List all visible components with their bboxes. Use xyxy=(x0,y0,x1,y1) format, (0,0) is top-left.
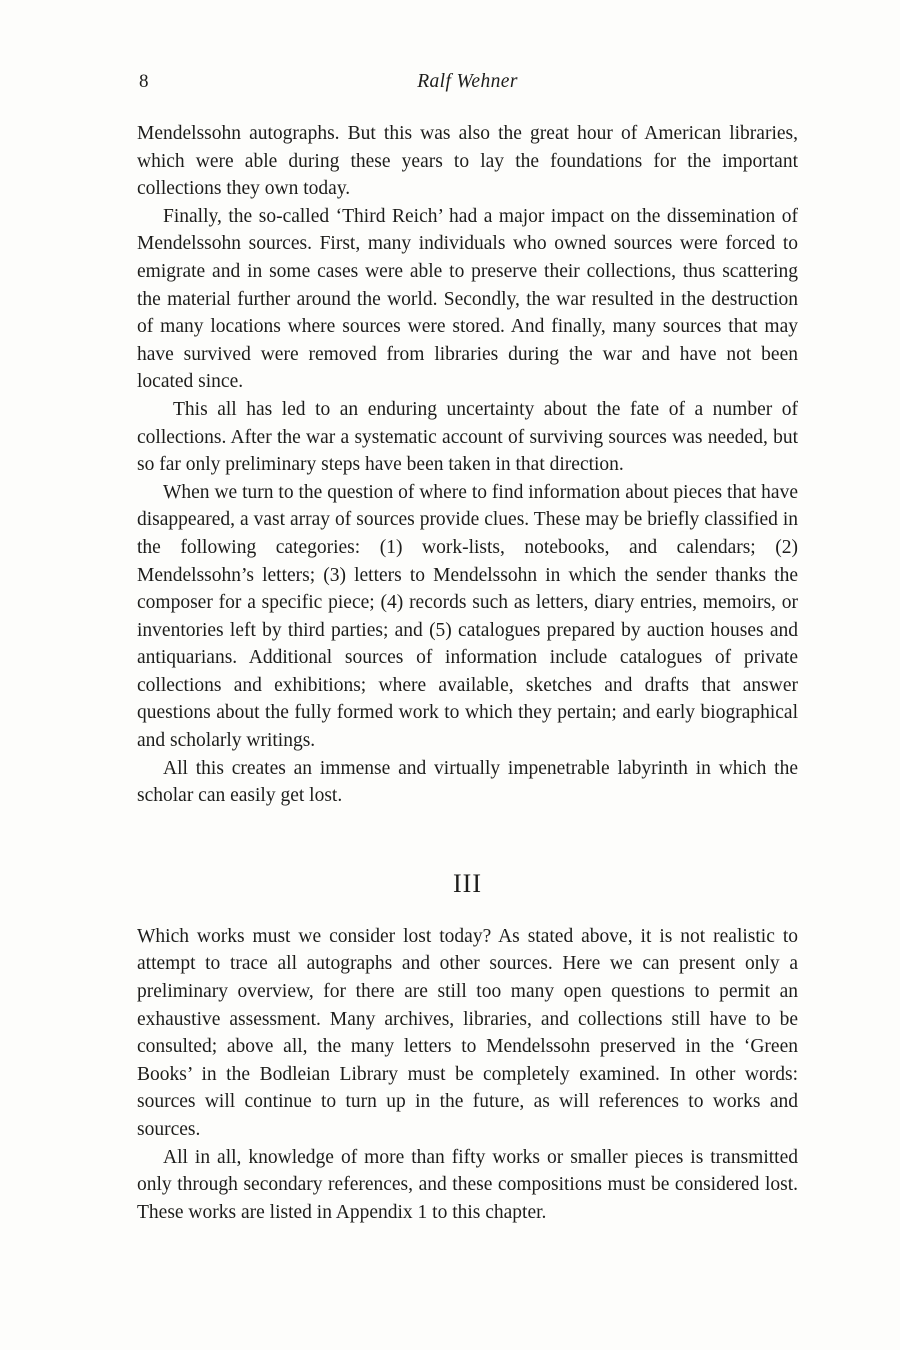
paragraph-third-reich: Finally, the so-called ‘Third Reich’ had a major impact on the dissemination of Mendelssohn sources. First, many individuals who owned sources were forced to emigrate and in some cases were able to preserve their collections, thus scattering the material further around the world. Secondly, the war resulted in the destruction of many locations where sources were stored. And finally, many sources that may have survived were removed from libraries during the war and have not been located since. xyxy=(137,205,798,393)
paragraph-continuation: Mendelssohn autographs. But this was also the great hour of American libraries, which were able during these years to lay the foundations for the important collections they own today. xyxy=(137,123,798,200)
paragraph-categories: When we turn to the question of where to find information about pieces that have disappeared, a vast array of sources provide clues. These may be briefly classified in the following categories: (1) work-lists, notebooks, and calendars; (2) Mendelssohn’s letters; (3) letters to Mendelssohn in which the sender thanks the composer for a specific piece; (4) records such as letters, diary entries, memoirs, or inventories left by third parties; and (5) catalogues prepared by auction houses and antiquarians. Additional sources of information include catalogues of private collections and exhibitions; where available, sketches and drafts that answer questions about the fully formed work to which they pertain; and early biographical and scholarly writings. xyxy=(137,481,798,752)
paragraph-appendix: All in all, knowledge of more than fifty works or smaller pieces is transmitted only through secondary references, and these compositions must be considered lost. These works are listed in Appendix 1 to this chapter. xyxy=(137,1146,798,1223)
page-number: 8 xyxy=(139,71,149,92)
running-head xyxy=(137,68,798,96)
paragraph-uncertainty: This all has led to an enduring uncertainty about the fate of a number of collections. After the war a systematic account of surviving sources was needed, but so far only preliminary steps have been taken in that direction. xyxy=(137,398,798,476)
page-content xyxy=(137,68,798,1226)
running-head-author: Ralf Wehner xyxy=(417,71,518,92)
paragraph-lost-works: Which works must we consider lost today? As stated above, it is not realistic to attempt to trace all autographs and other sources. Here we can present only a preliminary overview, for there are still too many open questions to permit an exhaustive assessment. Many archives, libraries, and collections still have to be consulted; above all, the many letters to Mendelssohn preserved in the ‘Green Books’ in the Bodleian Library must be completely examined. In other words: sources will continue to turn up in the future, as will references to works and sources. xyxy=(137,925,798,1140)
section-heading-iii: III xyxy=(453,868,482,898)
body-text xyxy=(137,120,798,1226)
paragraph-labyrinth: All this creates an immense and virtually impenetrable labyrinth in which the scholar can easily get lost. xyxy=(137,757,798,807)
